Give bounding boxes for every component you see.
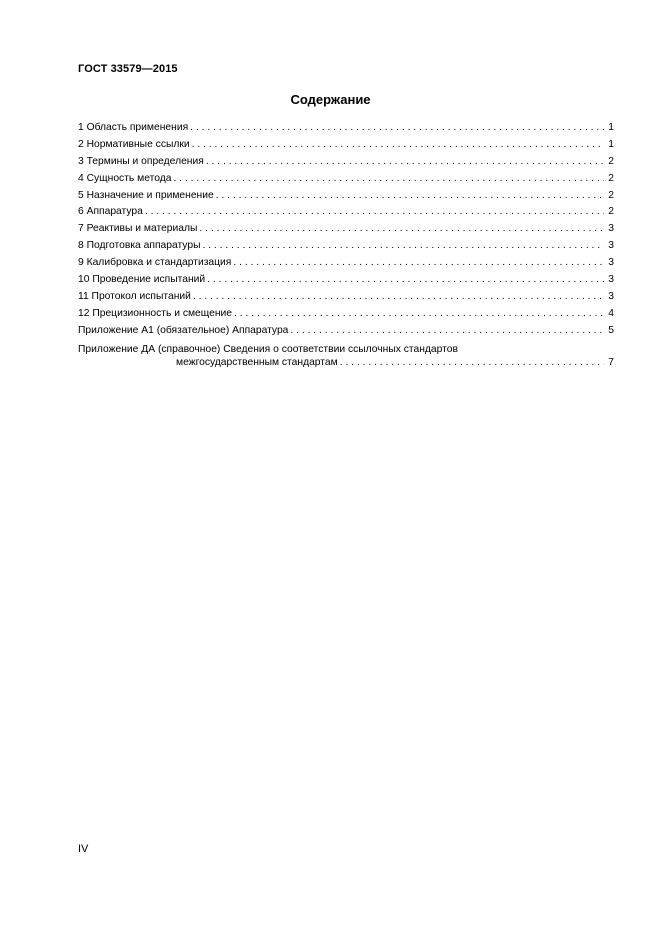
- toc-entry-label: 12 Прецизионность и смещение: [78, 307, 233, 319]
- dot-leader: [216, 188, 604, 205]
- toc-entry-page: 7: [608, 356, 614, 368]
- toc-entry[interactable]: [78, 171, 614, 188]
- page-number: IV: [78, 843, 89, 855]
- toc-entry-appendix-da[interactable]: [78, 343, 614, 370]
- toc-entry[interactable]: [78, 120, 614, 137]
- dot-leader: [192, 137, 604, 154]
- toc-entry-label: 5 Назначение и применение: [78, 189, 214, 201]
- toc-entry-page: 3: [608, 257, 614, 269]
- toc-entry-label: 6 Аппаратура: [78, 206, 143, 218]
- toc-entry[interactable]: [78, 221, 614, 238]
- toc-entry-page: 1: [608, 138, 614, 150]
- toc-entry-page: 2: [608, 155, 614, 167]
- toc-entry-label: 10 Проведение испытаний: [78, 274, 206, 286]
- dot-leader: [173, 171, 604, 188]
- dot-leader: [290, 323, 604, 340]
- toc-entry-label-line2: межгосударственным стандартам: [176, 356, 338, 368]
- table-of-contents: [78, 120, 614, 370]
- dot-leader: [207, 272, 604, 289]
- dot-leader: [190, 120, 604, 137]
- toc-entry[interactable]: [78, 306, 614, 323]
- toc-entry-page: 2: [608, 189, 614, 201]
- toc-entry-page: 3: [608, 274, 614, 286]
- toc-entry[interactable]: [78, 188, 614, 205]
- dot-leader: [193, 289, 604, 306]
- toc-entry-label: 8 Подготовка аппаратуры: [78, 240, 201, 252]
- toc-entry-page: 2: [608, 206, 614, 218]
- toc-entry-page: 1: [608, 122, 614, 133]
- toc-entry[interactable]: [78, 255, 614, 272]
- toc-entry-label: 1 Область применения: [78, 122, 189, 133]
- toc-entry-label: Приложение А1 (обязательное) Аппаратура: [78, 324, 289, 336]
- toc-entry[interactable]: [78, 204, 614, 221]
- toc-entry[interactable]: [78, 154, 614, 171]
- toc-entry-page: 3: [608, 223, 614, 235]
- toc-entry-label: 11 Протокол испытаний: [78, 290, 191, 302]
- dot-leader: [233, 255, 604, 272]
- dot-leader: [145, 204, 604, 221]
- toc-entry[interactable]: [78, 238, 614, 255]
- toc-entry-label: 7 Реактивы и материалы: [78, 223, 198, 235]
- dot-leader: [202, 238, 604, 255]
- toc-entry[interactable]: [78, 137, 614, 154]
- toc-entry-label: 9 Калибровка и стандартизация: [78, 257, 232, 269]
- dot-leader: [206, 154, 604, 171]
- toc-entry-label: 4 Сущность метода: [78, 172, 172, 184]
- toc-entry[interactable]: [78, 289, 614, 306]
- dot-leader: [234, 306, 604, 323]
- toc-entry-page: 3: [608, 290, 614, 302]
- toc-title: Содержание: [290, 92, 371, 107]
- toc-entry[interactable]: [78, 272, 614, 289]
- toc-entry-label: 2 Нормативные ссылки: [78, 138, 190, 150]
- toc-entry-page: 4: [608, 307, 614, 319]
- dot-leader: [199, 221, 604, 238]
- dot-leader: [340, 356, 604, 370]
- toc-entry-label-line1: Приложение ДА (справочное) Сведения о соответствии ссылочных стандартов: [78, 343, 458, 355]
- toc-entry-label: 3 Термины и определения: [78, 155, 204, 167]
- toc-entry-page: 2: [608, 172, 614, 184]
- standard-code: ГОСТ 33579—2015: [78, 63, 178, 75]
- toc-entry-page: 5: [608, 324, 614, 336]
- toc-entry-page: 3: [608, 240, 614, 252]
- toc-entry[interactable]: [78, 323, 614, 340]
